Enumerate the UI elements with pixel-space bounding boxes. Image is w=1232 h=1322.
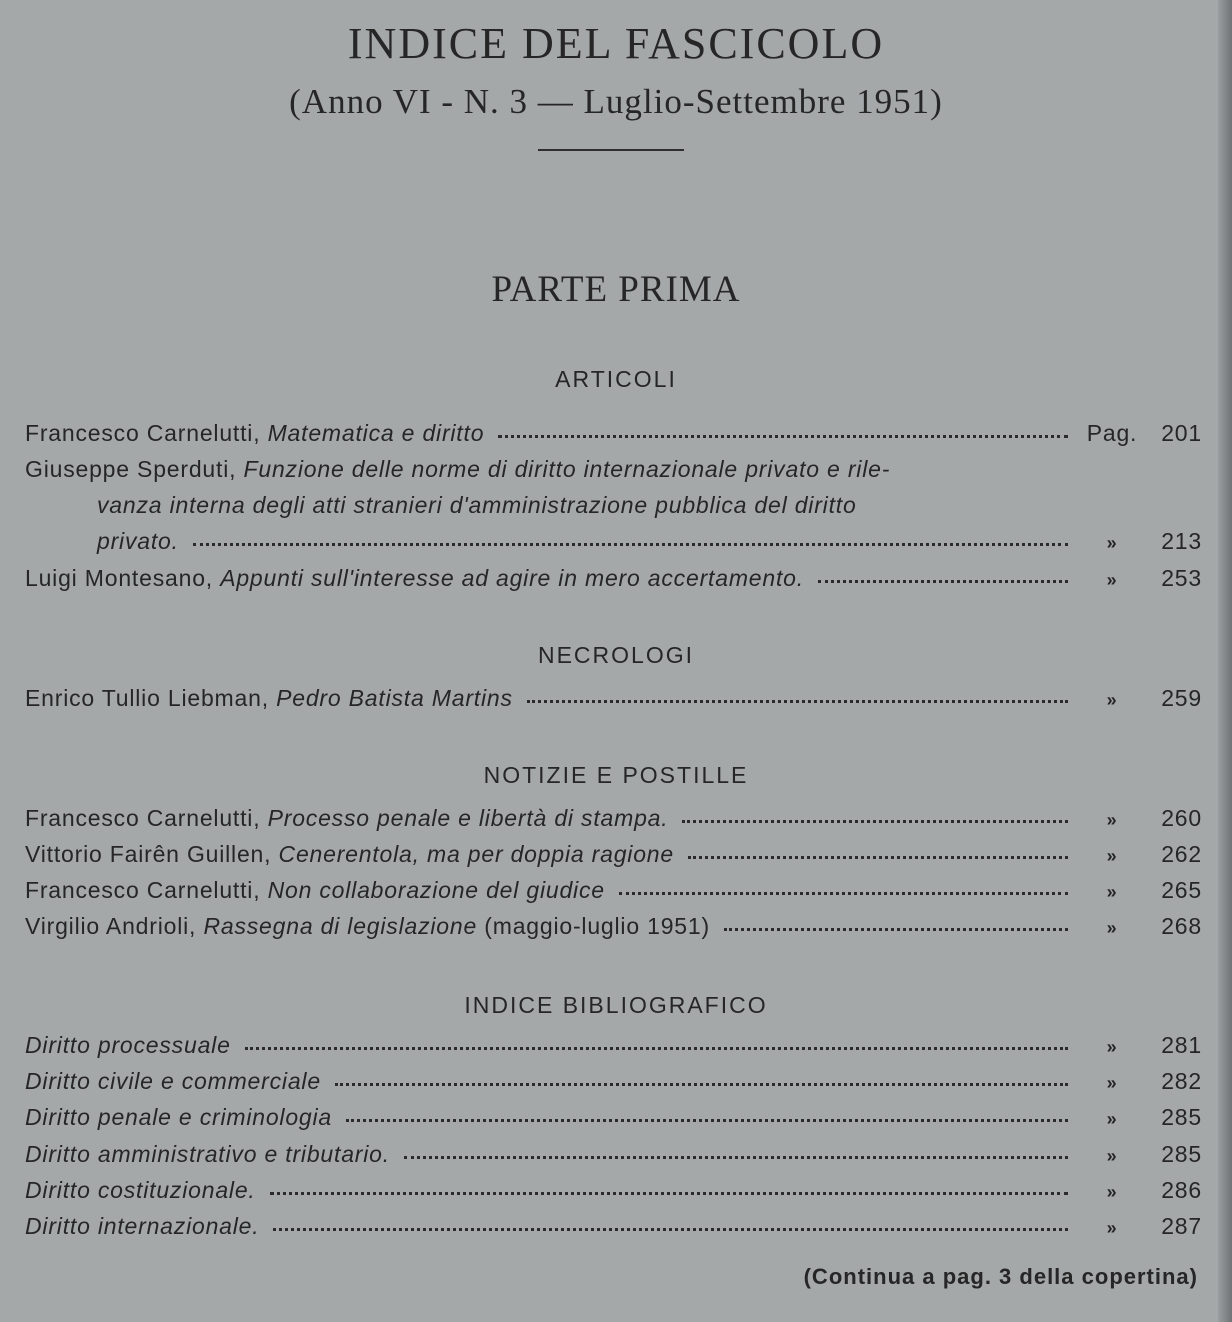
entry-author: Francesco Carnelutti, [25, 420, 261, 446]
ditto-marker: » [1106, 1037, 1118, 1057]
dot-leader [688, 856, 1068, 859]
entry-author: Francesco Carnelutti, [25, 805, 261, 831]
toc-entry [25, 913, 1202, 949]
entry-page: 265 [1161, 877, 1202, 903]
entry-title: Diritto internazionale. [25, 1213, 260, 1239]
ditto-marker: » [1106, 690, 1118, 710]
toc-entry [25, 1213, 1202, 1249]
entry-title: Non collaborazione del giudice [267, 877, 605, 903]
ditto-marker: » [1106, 1109, 1118, 1129]
entry-title: Processo penale e libertà di stampa. [267, 805, 669, 831]
toc-entry-continuation [97, 528, 1202, 564]
divider [538, 149, 684, 151]
entry-title: Diritto civile e commerciale [25, 1068, 321, 1094]
toc-entry [25, 841, 1202, 877]
toc-entry [25, 565, 1202, 601]
entry-title: Diritto amministrativo e tributario. [25, 1141, 390, 1167]
ditto-marker: » [1106, 846, 1118, 866]
entry-title: Funzione delle norme di diritto internazionale privato e rile- [243, 456, 891, 482]
continuation-note: (Continua a pag. 3 della copertina) [803, 1264, 1198, 1289]
dot-leader [335, 1083, 1068, 1086]
entry-page: 262 [1161, 841, 1202, 867]
dot-leader [818, 580, 1068, 583]
section-heading-notizie: NOTIZIE E POSTILLE [483, 762, 749, 788]
entry-title-line3: privato. [97, 528, 179, 554]
toc-entry [25, 805, 1202, 841]
entry-page: 287 [1161, 1213, 1202, 1239]
entry-page: 253 [1161, 565, 1202, 591]
toc-entry [25, 1141, 1202, 1177]
page-title: INDICE DEL FASCICOLO [347, 19, 885, 68]
entry-title: Matematica e diritto [267, 420, 485, 446]
page-marker: Pag. [1086, 420, 1138, 446]
entry-author: Luigi Montesano, [25, 565, 213, 591]
entry-page: 201 [1161, 420, 1202, 446]
dot-leader [245, 1047, 1068, 1050]
ditto-marker: » [1106, 882, 1118, 902]
entry-author: Enrico Tullio Liebman, [25, 685, 269, 711]
toc-entry-continuation [97, 492, 1202, 528]
entry-title-line2: vanza interna degli atti stranieri d'amministrazione pubblica del diritto [97, 492, 857, 518]
toc-entry [25, 1032, 1202, 1068]
toc-entry [25, 877, 1202, 913]
dot-leader [404, 1156, 1068, 1159]
ditto-marker: » [1106, 570, 1118, 590]
entry-title: Pedro Batista Martins [276, 685, 513, 711]
toc-entry [25, 1177, 1202, 1213]
entry-title: Appunti sull'interesse ad agire in mero accertamento. [220, 565, 804, 591]
toc-entry [25, 1068, 1202, 1104]
ditto-marker: » [1106, 1182, 1118, 1202]
entry-page: 268 [1161, 913, 1202, 939]
ditto-marker: » [1106, 810, 1118, 830]
ditto-marker: » [1106, 1073, 1118, 1093]
dot-leader [273, 1228, 1068, 1231]
toc-entry [25, 456, 1202, 492]
entry-title: Diritto costituzionale. [25, 1177, 256, 1203]
entry-page: 285 [1161, 1141, 1202, 1167]
dot-leader [724, 928, 1068, 931]
entry-author: Virgilio Andrioli, [25, 913, 197, 939]
ditto-marker: » [1106, 1146, 1118, 1166]
entry-page: 286 [1161, 1177, 1202, 1203]
entry-page: 285 [1161, 1104, 1202, 1130]
entry-page: 260 [1161, 805, 1202, 831]
entry-page: 259 [1161, 685, 1202, 711]
entry-author: Francesco Carnelutti, [25, 877, 261, 903]
dot-leader [270, 1192, 1068, 1195]
dot-leader [527, 700, 1068, 703]
dot-leader [498, 435, 1068, 438]
ditto-marker: » [1106, 1218, 1118, 1238]
section-heading-indice-bibliografico: INDICE BIBLIOGRAFICO [464, 992, 768, 1018]
entry-title: Diritto penale e criminologia [25, 1104, 333, 1130]
entry-title: Cenerentola, ma per doppia ragione [278, 841, 674, 867]
section-heading-articoli: ARTICOLI [555, 366, 677, 392]
toc-entry [25, 685, 1202, 721]
ditto-marker: » [1106, 918, 1118, 938]
dot-leader [193, 543, 1068, 546]
section-heading-necrologi: NECROLOGI [537, 642, 695, 668]
entry-extra: (maggio-luglio 1951) [484, 913, 710, 939]
entry-author: Vittorio Fairên Guillen, [25, 841, 272, 867]
entry-page: 281 [1161, 1032, 1202, 1058]
toc-entry [25, 420, 1202, 456]
entry-title: Rassegna di legislazione [203, 913, 478, 939]
part-heading: PARTE PRIMA [491, 269, 741, 310]
entry-title: Diritto processuale [25, 1032, 231, 1058]
dot-leader [346, 1119, 1068, 1122]
dot-leader [619, 892, 1068, 895]
entry-page: 213 [1161, 528, 1202, 554]
entry-author: Giuseppe Sperduti, [25, 456, 237, 482]
toc-entry [25, 1104, 1202, 1140]
entry-page: 282 [1161, 1068, 1202, 1094]
ditto-marker: » [1106, 533, 1118, 553]
issue-subtitle: (Anno VI - N. 3 — Luglio-Settembre 1951) [289, 82, 943, 121]
dot-leader [682, 820, 1068, 823]
